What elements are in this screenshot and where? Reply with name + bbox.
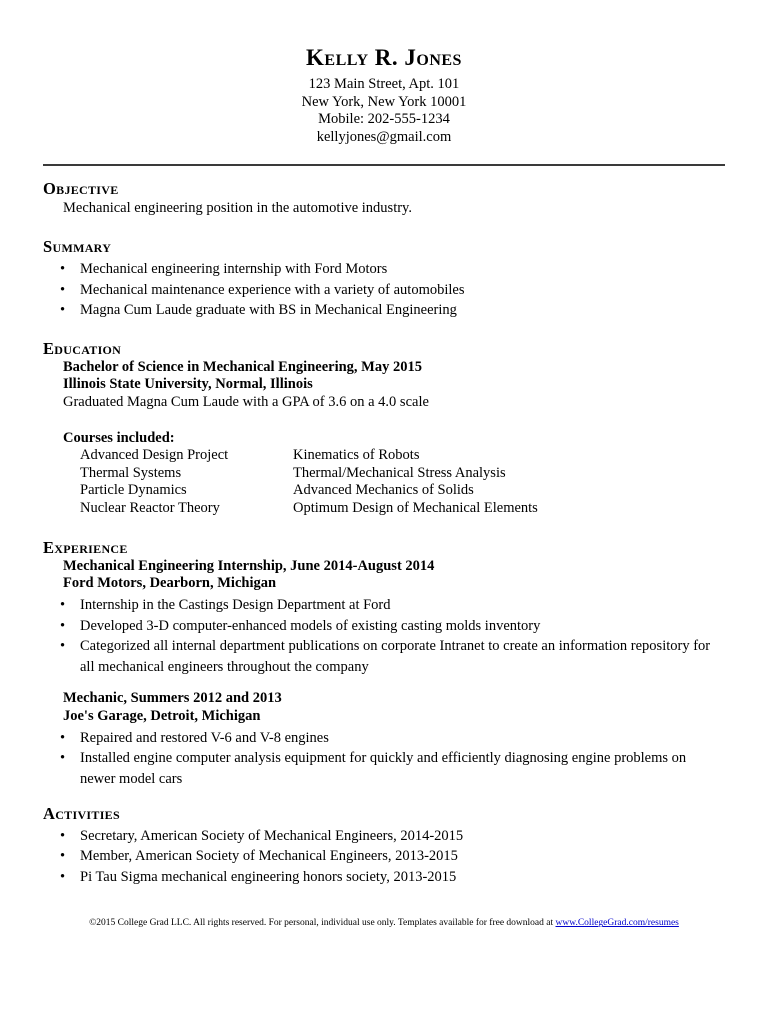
objective-text: Mechanical engineering position in the automotive industry. — [63, 200, 412, 216]
course-name: Advanced Design Project — [80, 446, 229, 463]
education-honors: Graduated Magna Cum Laude with a GPA of 3.6 on a 4.0 scale — [63, 394, 429, 411]
list-item: • Mechanical engineering internship with Ford Motors — [43, 259, 725, 280]
course-name: Nuclear Reactor Theory — [80, 500, 220, 516]
section-objective — [43, 179, 725, 217]
list-item: • Repaired and restored V-6 and V-8 engines — [43, 728, 725, 749]
courses-table — [43, 447, 725, 518]
job-company: Ford Motors, Dearborn, Michigan — [63, 575, 277, 592]
list-item: • Magna Cum Laude graduate with BS in Mechanical Engineering — [43, 300, 725, 321]
objective-heading: Objective — [43, 179, 119, 198]
header-divider — [43, 164, 725, 166]
education-school: Illinois State University, Normal, Illinois — [63, 376, 313, 393]
course-name: Optimum Design of Mechanical Elements — [293, 500, 538, 516]
course-name: Kinematics of Robots — [293, 446, 420, 463]
section-activities — [43, 804, 725, 888]
job-duties-list — [43, 728, 725, 790]
footer-copyright — [43, 917, 725, 929]
address-city: New York, New York 10001 — [301, 93, 467, 110]
person-name: Kelly R. Jones — [306, 45, 462, 70]
job-title: Mechanical Engineering Internship, June 2014-August 2014 — [63, 557, 435, 574]
list-item: • Installed engine computer analysis equipment for quickly and efficiently diagnosing engine problems on newer model cars — [43, 748, 725, 789]
list-item: • Secretary, American Society of Mechanical Engineers, 2014-2015 — [43, 826, 725, 847]
footer-link[interactable]: www.CollegeGrad.com/resumes — [555, 918, 679, 929]
section-experience — [43, 538, 725, 790]
summary-heading: Summary — [43, 237, 112, 256]
resume-header — [43, 44, 725, 146]
education-heading: Education — [43, 338, 122, 358]
list-item: • Pi Tau Sigma mechanical engineering honors society, 2013-2015 — [43, 867, 725, 888]
list-item: • Internship in the Castings Design Department at Ford — [43, 595, 725, 616]
activities-list — [43, 826, 725, 888]
email-address: kellyjones@gmail.com — [316, 128, 452, 145]
activities-heading: Activities — [43, 803, 120, 823]
course-name: Thermal/Mechanical Stress Analysis — [293, 464, 506, 481]
course-name: Particle Dynamics — [80, 482, 187, 499]
job-duties-list — [43, 595, 725, 677]
job-entry — [43, 690, 725, 789]
course-name: Advanced Mechanics of Solids — [293, 482, 474, 499]
address-street: 123 Main Street, Apt. 101 — [308, 76, 460, 92]
section-summary — [43, 237, 725, 321]
job-entry — [43, 558, 725, 678]
job-company: Joe's Garage, Detroit, Michigan — [63, 708, 261, 725]
course-name: Thermal Systems — [80, 464, 182, 481]
job-title: Mechanic, Summers 2012 and 2013 — [63, 690, 282, 707]
footer-text: ©2015 College Grad LLC. All rights reserved. For personal, individual use only. Templates available for free download at — [89, 918, 556, 929]
summary-list — [43, 259, 725, 321]
experience-heading: Experience — [43, 537, 128, 557]
list-item: • Mechanical maintenance experience with a variety of automobiles — [43, 280, 725, 301]
phone-number: Mobile: 202-555-1234 — [318, 111, 450, 127]
list-item: • Developed 3-D computer-enhanced models of existing casting molds inventory — [43, 616, 725, 637]
education-degree: Bachelor of Science in Mechanical Engineering, May 2015 — [63, 358, 422, 375]
section-education — [43, 339, 725, 518]
courses-label: Courses included: — [63, 429, 175, 446]
list-item: • Member, American Society of Mechanical Engineers, 2013-2015 — [43, 846, 725, 867]
courses-block — [43, 429, 725, 518]
list-item: • Categorized all internal department publications on corporate Intranet to create an information repository for all mechanical engineers throughout the company — [43, 636, 725, 677]
